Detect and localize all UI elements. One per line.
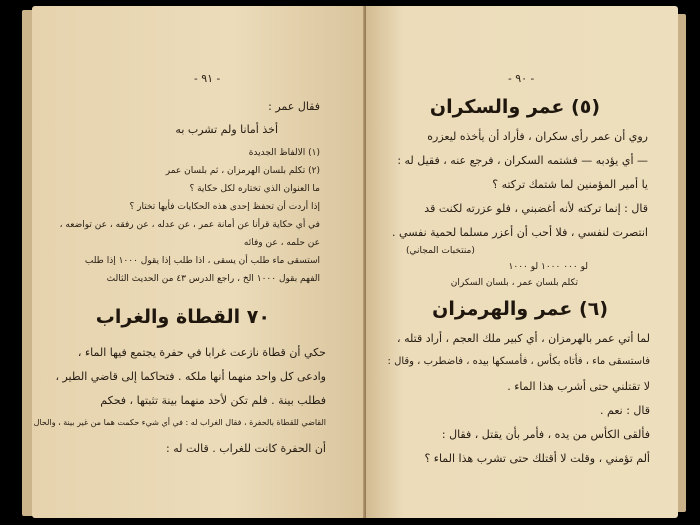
source-note: (منتخبات المجاني) bbox=[406, 246, 475, 256]
exercise-line: (٢) تكلم بلسان الهرمزان ، ثم بلسان عمر bbox=[165, 166, 320, 176]
story-line: انتصرت لنفسي ، فلا أحب أن أعزر مسلما لحمية نفسي . bbox=[392, 226, 648, 239]
story-line: قال : إنما تركته لأنه أغضبني ، فلو عزرته لكنت قد bbox=[424, 202, 648, 215]
exercise-line: (١) الالفاظ الجديدة bbox=[248, 148, 320, 158]
page-number-right: - ٩٠ - bbox=[508, 72, 535, 85]
story-line: لما أتي عمر بالهرمزان ، أي كبير ملك العجم ، أراد قتله ، bbox=[397, 332, 650, 345]
verse-intro: فقال عمر : bbox=[268, 100, 320, 113]
exercise-line: الفهم بقول ١٠٠٠ الخ ، راجع الدرس ٤٣ من الحديث الثالث bbox=[106, 274, 320, 284]
story-line: القاضي للقطاة بالحفرة ، فقال الغراب له : في أي شيء حكمت هما من غير بينة ، والحال bbox=[33, 418, 326, 427]
story-line: روي أن عمر رأى سكران ، فأراد أن يأخذه ليعزره bbox=[427, 130, 648, 143]
exercise-line: تكلم بلسان عمر ، بلسان السكران bbox=[450, 278, 578, 288]
story-title: (٦) عمر والهرمزان bbox=[432, 298, 608, 320]
story-title: (٥) عمر والسكران bbox=[429, 96, 600, 118]
story-line: فطلب بينة . فلم تكن لأحد منهما بينة تثبتها ، فحكم bbox=[100, 394, 326, 407]
right-page bbox=[366, 6, 678, 518]
exercise-line: عن حلمه ، عن وفائه bbox=[243, 238, 320, 248]
story-line: فاستسقى ماء ، فأتاه بكأس ، فأمسكها بيده ، فاضطرب ، وقال : bbox=[387, 356, 650, 367]
left-page bbox=[32, 6, 366, 518]
story-line: أن الحفرة كانت للغراب . قالت له : bbox=[166, 442, 326, 455]
story-line: حكي أن قطاة نازعت غرابا في حفرة يجتمع فيها الماء ، bbox=[77, 346, 326, 359]
page-number-left: - ٩١ - bbox=[194, 72, 221, 85]
story-title: ٧٠ القطاة والغراب bbox=[95, 306, 270, 328]
story-line: لا تقتلني حتى أشرب هذا الماء . bbox=[507, 380, 650, 393]
exercise-line: في أي حكاية قرأنا عن أمانة عمر ، عن عدله ، عن رفقه ، عن تواضعه ، bbox=[59, 220, 320, 230]
story-line: ألم تؤمني ، وقلت لا أقتلك حتى تشرب هذا الماء ؟ bbox=[424, 452, 650, 465]
story-line: — أي يؤدبه — فشتمه السكران ، فرجع عنه ، فقيل له : bbox=[397, 154, 648, 167]
story-line: وادعى كل واحد منهما أنها ملكه . فتحاكما إلى قاضي الطير ، bbox=[55, 370, 326, 383]
story-line: قال : نعم . bbox=[600, 404, 650, 417]
story-line: فألقى الكأس من يده ، فأمر بأن يقتل ، فقال : bbox=[441, 428, 650, 441]
story-line: يا أمير المؤمنين لما شتمك تركته ؟ bbox=[492, 178, 648, 191]
open-book bbox=[8, 6, 692, 518]
exercise-line: إذا أردت أن تحفظ إحدى هذه الحكايات فأيها تختار ؟ bbox=[129, 202, 320, 212]
exercise-line: ما العنوان الذي تختاره لكل حكاية ؟ bbox=[189, 184, 320, 194]
verse-line: أخذ أمانا ولم تشرب به bbox=[175, 123, 278, 136]
exercise-line: لو ٠٠٠ ١٠٠٠ لو ١٠٠٠ bbox=[508, 262, 588, 272]
exercise-line: استسقى ماء طلب أن يسقى ، اذا طلب إذا يقول ١٠٠٠ إذا طلب bbox=[84, 256, 320, 266]
